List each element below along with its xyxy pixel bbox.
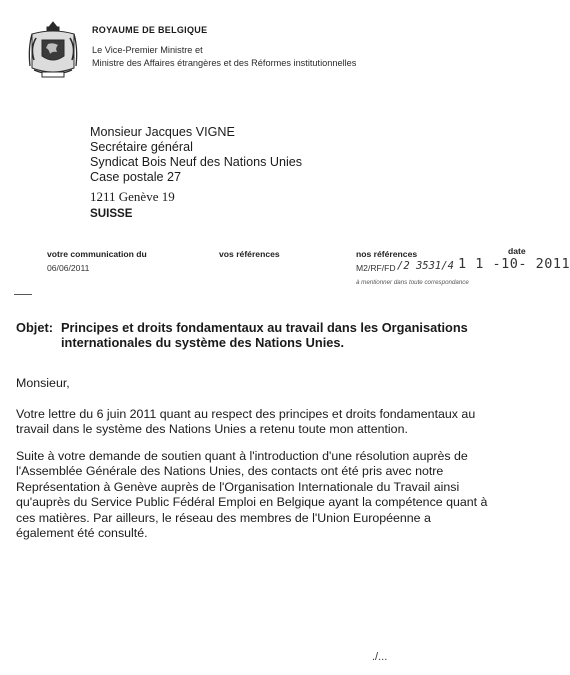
our-references-label: nos références	[356, 249, 418, 259]
subject-label: Objet:	[16, 320, 53, 335]
subject-line-2: internationales du système des Nations Unies.	[61, 335, 345, 350]
your-references-label: vos références	[219, 249, 280, 259]
paragraph-1-line-1: Votre lettre du 6 juin 2011 quant au respect des principes et droits fondamentaux au	[16, 407, 476, 421]
paragraph-2-line-2: l'Assemblée Générale des Nations Unies, des contacts ont été pris avec notre	[16, 464, 444, 479]
minister-line-1: Le Vice-Premier Ministre et	[92, 45, 203, 55]
minister-line-2: Ministre des Affaires étrangères et des Réformes institutionnelles	[92, 58, 357, 68]
paragraph-2-line-6: également été consulté.	[16, 526, 148, 541]
our-references-handwritten: /2 3531/4	[397, 260, 454, 272]
kingdom-title: ROYAUME DE BELGIQUE	[92, 25, 208, 35]
recipient-title: Secrétaire général	[90, 140, 193, 154]
subject-line-1: Principes et droits fondamentaux au travail dans les Organisations	[61, 320, 468, 335]
salutation: Monsieur,	[16, 376, 70, 390]
paragraph-1	[16, 407, 475, 438]
recipient-country: SUISSE	[90, 207, 133, 220]
minister-title	[92, 44, 356, 70]
recipient-postbox: Case postale 27	[90, 170, 182, 184]
paragraph-2-line-5: ces matières. Par ailleurs, le réseau des membres de l'Union Européenne a	[16, 510, 431, 525]
date-label: date	[508, 246, 526, 256]
paragraph-1-line-2: travail dans le système des Nations Unies a retenu toute mon attention.	[16, 422, 408, 437]
recipient-organisation: Syndicat Bois Neuf des Nations Unies	[90, 155, 303, 169]
your-communication-label: votre communication du	[47, 249, 147, 259]
our-references-value: M2/RF/FD	[356, 263, 396, 273]
recipient-city: 1211 Genève 19	[90, 189, 175, 204]
recipient-name: Monsieur Jacques VIGNE	[90, 125, 235, 139]
paragraph-2-line-4: qu'auprès du Service Public Fédéral Emploi en Belgique ayant la compétence quant à	[16, 495, 488, 510]
your-communication-date: 06/06/2011	[47, 263, 90, 273]
mention-note: à mentionner dans toute correspondance	[356, 279, 469, 286]
belgium-coat-of-arms-icon	[24, 18, 82, 82]
paragraph-2	[16, 449, 487, 541]
date-stamp: 1 1 -10- 2011	[458, 256, 570, 272]
fold-mark	[14, 294, 32, 295]
paragraph-2-line-3: Représentation à Genève auprès de l'Organisation Internationale du Travail ainsi	[16, 479, 460, 494]
continued-marker: ./...	[372, 651, 388, 663]
paragraph-2-line-1: Suite à votre demande de soutien quant à l'introduction d'une résolution auprès de	[16, 449, 468, 463]
subject-text	[61, 320, 468, 350]
